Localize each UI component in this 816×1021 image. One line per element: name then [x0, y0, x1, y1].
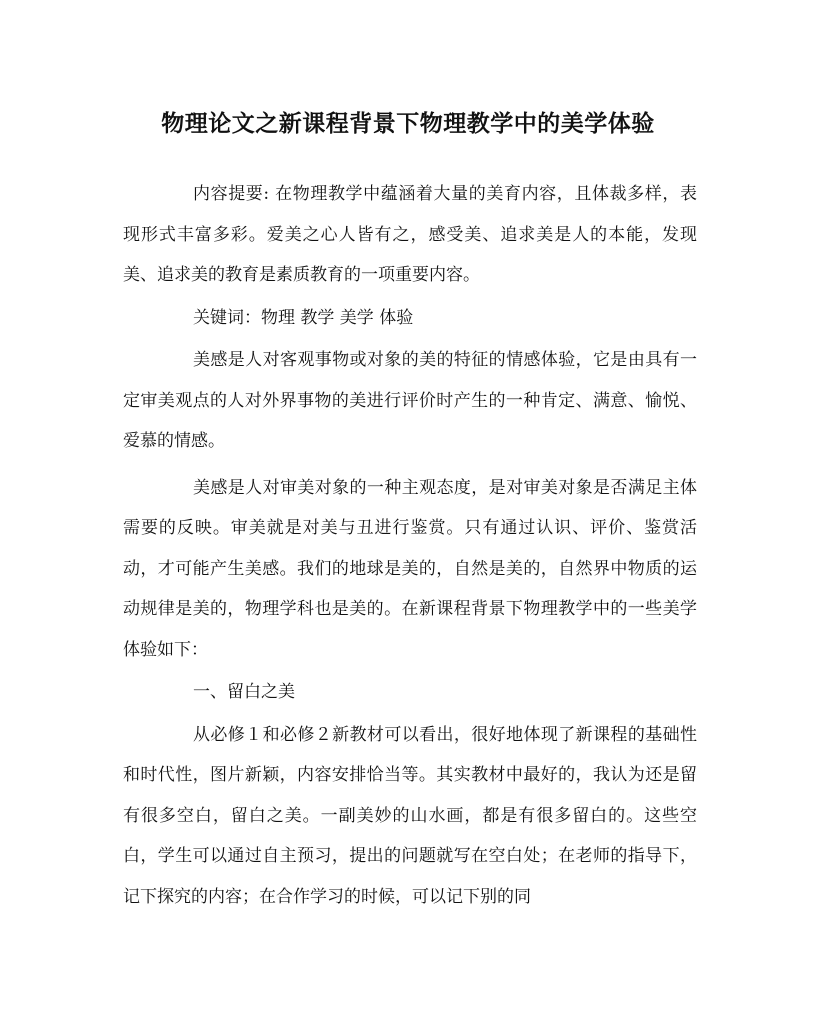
body-paragraph: 美感是人对审美对象的一种主观态度，是对审美对象是否满足主体需要的反映。审美就是对美与丑进行鉴赏。只有通过认识、评价、鉴赏活动，才可能产生美感。我们的地球是美的，自然是美的，自然界中物质的运动规律是美的，物理学科也是美的。在新课程背景下物理教学中的一些美学体验如下： [123, 477, 697, 660]
body-paragraph: 从必修１和必修２新教材可以看出，很好地体现了新课程的基础性和时代性，图片新颖，内容安排恰当等。其实教材中最好的，我认为还是留有很多空白，留白之美。一副美妙的山水画，都是有很多留白的。这些空白，学生可以通过自主预习，提出的问题就写在空白处；在老师的指导下，记下探究的内容；在合作学习的时候，可以记下别的同 [123, 724, 697, 907]
document-title: 物理论文之新课程背景下物理教学中的美学体验 [161, 110, 655, 137]
abstract-paragraph: 内容提要: 在物理教学中蕴涵着大量的美育内容，且体裁多样，表现形式丰富多彩。爱美之心人皆有之，感受美、追求美是人的本能，发现美、追求美的教育是素质教育的一项重要内容。 [123, 184, 697, 285]
body-paragraph: 美感是人对客观事物或对象的美的特征的情感体验，它是由具有一定审美观点的人对外界事物的美进行评价时产生的一种肯定、满意、愉悦、爱慕的情感。 [123, 350, 697, 451]
document-body [123, 174, 697, 917]
keywords-paragraph: 关键词：物理 教学 美学 体验 [193, 307, 414, 328]
section-heading: 一、留白之美 [193, 682, 295, 702]
